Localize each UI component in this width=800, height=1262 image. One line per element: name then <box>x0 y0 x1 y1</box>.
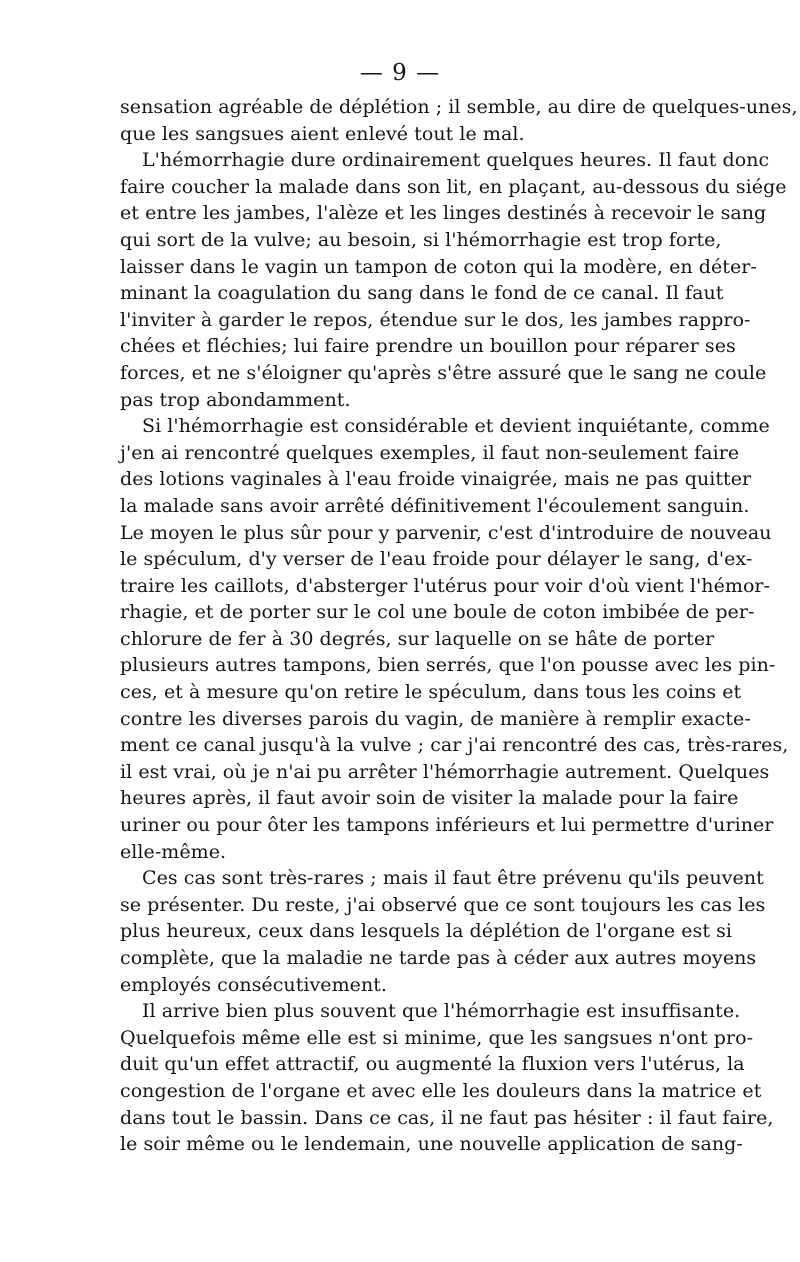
text-line: se présenter. Du reste, j'ai observé que ce sont toujours les cas les <box>120 893 766 916</box>
text-line: ment ce canal jusqu'à la vulve ; car j'ai rencontré des cas, très-rares, <box>120 734 789 757</box>
text-line: Si l'hémorrhagie est considérable et devient inquiétante, comme <box>142 415 770 438</box>
text-line: sensation agréable de déplétion ; il semble, au dire de quelques-unes, <box>120 96 798 118</box>
text-line: qui sort de la vulve; au besoin, si l'hémorrhagie est trop forte, <box>120 228 722 251</box>
text-line: employés consécutivement. <box>120 973 388 996</box>
text-line: forces, et ne s'éloigner qu'après s'être assuré que le sang ne coule <box>120 361 767 384</box>
text-line: laisser dans le vagin un tampon de coton qui la modère, en déter- <box>120 255 757 278</box>
page-number: — 9 — <box>359 60 441 86</box>
text-line: Quelquefois même elle est si minime, que les sangsues n'ont pro- <box>120 1026 754 1049</box>
text-line: traire les caillots, d'absterger l'utérus pour voir d'où vient l'hémor- <box>120 574 771 597</box>
paragraph <box>120 147 787 413</box>
text-line: congestion de l'organe et avec elle les douleurs dans la matrice et <box>120 1079 762 1102</box>
text-line: complète, que la maladie ne tarde pas à céder aux autres moyens <box>120 947 757 969</box>
text-line: le soir même ou le lendemain, une nouvelle application de sang- <box>120 1133 743 1156</box>
body-text <box>120 94 798 1158</box>
text-line: heures après, il faut avoir soin de visiter la malade pour la faire <box>120 787 739 810</box>
text-line: des lotions vaginales à l'eau froide vinaigrée, mais ne pas quitter <box>120 468 752 491</box>
text-line: pas trop abondamment. <box>120 388 351 411</box>
text-line: Ces cas sont très-rares ; mais il faut être prévenu qu'ils peuvent <box>142 867 764 890</box>
text-line: chées et fléchies; lui faire prendre un bouillon pour réparer ses <box>120 335 736 358</box>
text-line: chlorure de fer à 30 degrés, sur laquelle on se hâte de porter <box>120 627 715 650</box>
text-line: il est vrai, où je n'ai pu arrêter l'hémorrhagie autrement. Quelques <box>120 760 770 783</box>
text-line: minant la coagulation du sang dans le fond de ce canal. Il faut <box>120 282 724 305</box>
text-line: j'en ai rencontré quelques exemples, il faut non-seulement faire <box>120 441 740 464</box>
text-line: rhagie, et de porter sur le col une boule de coton imbibée de per- <box>120 601 755 624</box>
text-line: le spéculum, d'y verser de l'eau froide pour délayer le sang, d'ex- <box>120 548 753 571</box>
paragraph <box>120 94 798 147</box>
text-line: L'hémorrhagie dure ordinairement quelques heures. Il faut donc <box>142 149 770 172</box>
text-line: Il arrive bien plus souvent que l'hémorrhagie est insuffisante. <box>142 1000 741 1023</box>
text-line: plus heureux, ceux dans lesquels la déplétion de l'organe est si <box>120 920 733 943</box>
text-line: faire coucher la malade dans son lit, en plaçant, au-dessous du siége <box>120 175 787 198</box>
text-line: plusieurs autres tampons, bien serrés, que l'on pousse avec les pin- <box>120 654 776 677</box>
text-line: que les sangsues aient enlevé tout le mal. <box>120 122 525 145</box>
text-line: l'inviter à garder le repos, étendue sur le dos, les jambes rappro- <box>120 308 751 331</box>
text-line: ces, et à mesure qu'on retire le spéculum, dans tous les coins et <box>120 681 742 704</box>
text-line: contre les diverses parois du vagin, de manière à remplir exacte- <box>120 707 751 730</box>
text-line: duit qu'un effet attractif, ou augmenté la fluxion vers l'utérus, la <box>120 1053 745 1076</box>
text-line: elle-même. <box>120 840 227 863</box>
text-line: et entre les jambes, l'alèze et les linges destinés à recevoir le sang <box>120 202 767 225</box>
text-line: dans tout le bassin. Dans ce cas, il ne faut pas hésiter : il faut faire, <box>120 1106 774 1129</box>
text-line: uriner ou pour ôter les tampons inférieurs et lui permettre d'uriner <box>120 814 774 837</box>
text-line: la malade sans avoir arrêté définitivement l'écoulement sanguin. <box>120 494 750 517</box>
paragraph <box>120 865 766 998</box>
paragraph <box>120 413 789 865</box>
text-line: Le moyen le plus sûr pour y parvenir, c'est d'introduire de nouveau <box>120 521 772 544</box>
paragraph <box>120 998 774 1158</box>
